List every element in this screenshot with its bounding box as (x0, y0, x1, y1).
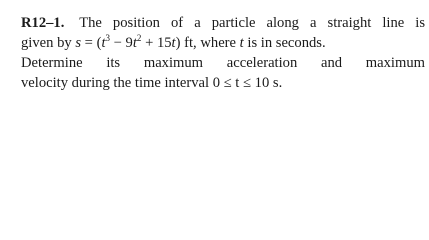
text-given-by: given by (21, 35, 72, 51)
problem-line-1-text: The position of a particle along a straight line is (79, 15, 426, 31)
coefficient-9: 9 (125, 35, 133, 51)
problem-line-3: Determine its maximum acceleration and maximum (21, 55, 425, 71)
exponent-3: 3 (105, 33, 110, 43)
text-is-in-seconds: is in seconds. (247, 35, 326, 51)
position-equation: $(t^3 - 9t^2 + 15t)$ (96, 33, 181, 51)
problem-line-1 (21, 13, 425, 33)
equals-sign: = (84, 35, 93, 51)
problem-number: R12–1. (21, 15, 65, 31)
close-paren: ) (175, 35, 181, 51)
unit-text: ft, where (184, 35, 237, 51)
plus-sign: + (145, 35, 154, 51)
variable-t-2: t (239, 35, 244, 51)
problem-statement (21, 13, 425, 93)
exponent-2: 2 (136, 33, 142, 43)
problem-line-2 (21, 33, 425, 53)
open-paren: ( (96, 35, 102, 51)
variable-t: t (101, 35, 106, 51)
coefficient-15: 15 (156, 35, 172, 51)
variable-s: s (75, 35, 82, 51)
minus-sign: − (113, 35, 122, 51)
problem-line-4: velocity during the time interval 0 ≤ t ≤ 10 s. (21, 75, 283, 91)
